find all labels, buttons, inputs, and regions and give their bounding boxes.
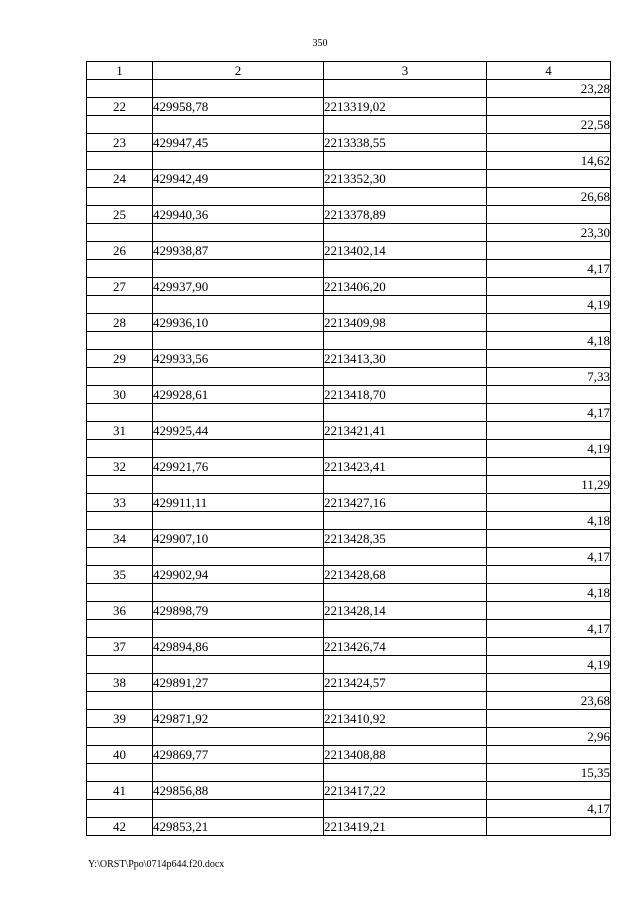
x-coordinate-cell [153,260,324,278]
x-coordinate-cell: 429902,94 [153,566,324,584]
point-number-cell [87,476,153,494]
point-number-cell [87,728,153,746]
x-coordinate-cell [153,188,324,206]
x-coordinate-cell [153,440,324,458]
y-coordinate-cell [324,620,487,638]
x-coordinate-cell: 429937,90 [153,278,324,296]
table-row-distance [87,728,611,746]
point-number-cell [87,80,153,98]
y-coordinate-cell [324,656,487,674]
table-header [87,62,611,80]
x-coordinate-cell: 429907,10 [153,530,324,548]
distance-cell [487,314,611,332]
table-row-distance [87,152,611,170]
y-coordinate-cell: 2213408,88 [324,746,487,764]
table-row-point [87,386,611,404]
point-number-cell: 30 [87,386,153,404]
y-coordinate-cell: 2213409,98 [324,314,487,332]
x-coordinate-cell: 429869,77 [153,746,324,764]
point-number-cell: 31 [87,422,153,440]
table-row-distance [87,584,611,602]
distance-cell [487,494,611,512]
table-row-distance [87,368,611,386]
x-coordinate-cell [153,404,324,422]
distance-cell [487,458,611,476]
table-row-point [87,602,611,620]
point-number-cell [87,620,153,638]
x-coordinate-cell [153,368,324,386]
x-coordinate-cell [153,512,324,530]
y-coordinate-cell: 2213410,92 [324,710,487,728]
y-coordinate-cell [324,728,487,746]
table-row-distance [87,692,611,710]
point-number-cell: 26 [87,242,153,260]
y-coordinate-cell: 2213428,68 [324,566,487,584]
point-number-cell: 32 [87,458,153,476]
x-coordinate-cell: 429853,21 [153,818,324,836]
distance-cell [487,242,611,260]
point-number-cell [87,764,153,782]
y-coordinate-cell: 2213352,30 [324,170,487,188]
y-coordinate-cell [324,188,487,206]
distance-cell [487,350,611,368]
distance-cell [487,818,611,836]
distance-cell: 4,17 [487,800,611,818]
distance-cell: 4,17 [487,620,611,638]
x-coordinate-cell: 429928,61 [153,386,324,404]
x-coordinate-cell [153,728,324,746]
table-row-point [87,350,611,368]
x-coordinate-cell: 429856,88 [153,782,324,800]
point-number-cell: 22 [87,98,153,116]
point-number-cell [87,584,153,602]
y-coordinate-cell [324,368,487,386]
page-number: 350 [312,38,328,49]
table-row-point [87,782,611,800]
y-coordinate-cell: 2213419,21 [324,818,487,836]
x-coordinate-cell: 429936,10 [153,314,324,332]
column-header-4: 4 [487,62,611,80]
y-coordinate-cell [324,116,487,134]
y-coordinate-cell: 2213428,35 [324,530,487,548]
y-coordinate-cell: 2213424,57 [324,674,487,692]
y-coordinate-cell [324,404,487,422]
y-coordinate-cell: 2213418,70 [324,386,487,404]
x-coordinate-cell: 429947,45 [153,134,324,152]
point-number-cell: 34 [87,530,153,548]
table-row-point [87,710,611,728]
x-coordinate-cell [153,116,324,134]
distance-cell: 2,96 [487,728,611,746]
point-number-cell: 28 [87,314,153,332]
y-coordinate-cell: 2213413,30 [324,350,487,368]
table-row-point [87,638,611,656]
point-number-cell: 42 [87,818,153,836]
point-number-cell [87,368,153,386]
point-number-cell: 37 [87,638,153,656]
x-coordinate-cell [153,800,324,818]
point-number-cell: 33 [87,494,153,512]
distance-cell: 4,17 [487,404,611,422]
y-coordinate-cell [324,152,487,170]
x-coordinate-cell: 429894,86 [153,638,324,656]
y-coordinate-cell [324,296,487,314]
distance-cell [487,710,611,728]
distance-cell: 14,62 [487,152,611,170]
table-row-distance [87,764,611,782]
point-number-cell [87,116,153,134]
y-coordinate-cell [324,476,487,494]
table-row-distance [87,656,611,674]
point-number-cell: 41 [87,782,153,800]
point-number-cell: 35 [87,566,153,584]
y-coordinate-cell [324,692,487,710]
point-number-cell [87,440,153,458]
point-number-cell [87,800,153,818]
point-number-cell: 36 [87,602,153,620]
y-coordinate-cell [324,260,487,278]
distance-cell [487,422,611,440]
x-coordinate-cell [153,620,324,638]
table-row-point [87,818,611,836]
distance-cell: 4,19 [487,296,611,314]
point-number-cell [87,656,153,674]
point-number-cell: 23 [87,134,153,152]
table-body [87,80,611,836]
table-row-point [87,746,611,764]
distance-cell: 23,30 [487,224,611,242]
point-number-cell [87,404,153,422]
y-coordinate-cell: 2213428,14 [324,602,487,620]
x-coordinate-cell [153,548,324,566]
y-coordinate-cell [324,440,487,458]
table-row-point [87,314,611,332]
point-number-cell: 40 [87,746,153,764]
distance-cell [487,170,611,188]
point-number-cell [87,692,153,710]
x-coordinate-cell [153,584,324,602]
distance-cell [487,782,611,800]
point-number-cell [87,260,153,278]
point-number-cell [87,512,153,530]
y-coordinate-cell: 2213421,41 [324,422,487,440]
distance-cell [487,602,611,620]
x-coordinate-cell [153,296,324,314]
point-number-cell [87,224,153,242]
table-row-point [87,206,611,224]
y-coordinate-cell: 2213417,22 [324,782,487,800]
y-coordinate-cell [324,512,487,530]
distance-cell: 4,18 [487,332,611,350]
footer-file-path: Y:\ORST\Ppo\0714p644.f20.docx [88,859,225,870]
distance-cell: 4,19 [487,656,611,674]
distance-cell: 4,18 [487,512,611,530]
point-number-cell: 29 [87,350,153,368]
y-coordinate-cell: 2213319,02 [324,98,487,116]
x-coordinate-cell: 429911,11 [153,494,324,512]
y-coordinate-cell: 2213378,89 [324,206,487,224]
y-coordinate-cell: 2213423,41 [324,458,487,476]
table-row-distance [87,188,611,206]
distance-cell: 7,33 [487,368,611,386]
table-row-distance [87,404,611,422]
x-coordinate-cell: 429933,56 [153,350,324,368]
table-row-distance [87,800,611,818]
distance-cell [487,386,611,404]
x-coordinate-cell [153,476,324,494]
distance-cell: 23,68 [487,692,611,710]
table-row-point [87,170,611,188]
table-row-distance [87,260,611,278]
table-row-distance [87,224,611,242]
point-number-cell: 27 [87,278,153,296]
x-coordinate-cell [153,80,324,98]
x-coordinate-cell: 429898,79 [153,602,324,620]
y-coordinate-cell: 2213402,14 [324,242,487,260]
distance-cell: 26,68 [487,188,611,206]
x-coordinate-cell: 429871,92 [153,710,324,728]
column-header-1: 1 [87,62,153,80]
table-row-point [87,494,611,512]
y-coordinate-cell [324,584,487,602]
point-number-cell [87,296,153,314]
x-coordinate-cell: 429938,87 [153,242,324,260]
table-row-distance [87,80,611,98]
distance-cell: 15,35 [487,764,611,782]
y-coordinate-cell [324,224,487,242]
x-coordinate-cell: 429940,36 [153,206,324,224]
y-coordinate-cell [324,332,487,350]
distance-cell: 4,17 [487,548,611,566]
x-coordinate-cell: 429891,27 [153,674,324,692]
column-header-2: 2 [153,62,324,80]
distance-cell [487,566,611,584]
x-coordinate-cell [153,656,324,674]
table-row-point [87,278,611,296]
x-coordinate-cell: 429925,44 [153,422,324,440]
table-row-distance [87,548,611,566]
x-coordinate-cell [153,332,324,350]
distance-cell: 4,18 [487,584,611,602]
distance-cell [487,206,611,224]
x-coordinate-cell: 429921,76 [153,458,324,476]
distance-cell: 23,28 [487,80,611,98]
table-row-distance [87,620,611,638]
point-number-cell: 25 [87,206,153,224]
header-row [87,62,611,80]
table-row-point [87,422,611,440]
y-coordinate-cell [324,80,487,98]
table-row-point [87,242,611,260]
table-row-point [87,458,611,476]
distance-cell [487,134,611,152]
distance-cell: 4,19 [487,440,611,458]
y-coordinate-cell: 2213338,55 [324,134,487,152]
y-coordinate-cell: 2213427,16 [324,494,487,512]
point-number-cell: 38 [87,674,153,692]
y-coordinate-cell [324,800,487,818]
table-row-distance [87,116,611,134]
y-coordinate-cell: 2213406,20 [324,278,487,296]
point-number-cell [87,332,153,350]
point-number-cell: 24 [87,170,153,188]
x-coordinate-cell: 429942,49 [153,170,324,188]
y-coordinate-cell [324,764,487,782]
point-number-cell [87,152,153,170]
table-row-point [87,98,611,116]
table-row-distance [87,332,611,350]
table-row-point [87,674,611,692]
table-row-point [87,134,611,152]
distance-cell [487,530,611,548]
distance-cell [487,746,611,764]
column-header-3: 3 [324,62,487,80]
table-row-point [87,566,611,584]
distance-cell: 11,29 [487,476,611,494]
point-number-cell [87,188,153,206]
distance-cell [487,674,611,692]
distance-cell [487,278,611,296]
distance-cell: 22,58 [487,116,611,134]
x-coordinate-cell [153,224,324,242]
y-coordinate-cell [324,548,487,566]
y-coordinate-cell: 2213426,74 [324,638,487,656]
x-coordinate-cell: 429958,78 [153,98,324,116]
point-number-cell [87,548,153,566]
distance-cell: 4,17 [487,260,611,278]
x-coordinate-cell [153,152,324,170]
x-coordinate-cell [153,692,324,710]
table-row-distance [87,296,611,314]
table-row-point [87,530,611,548]
distance-cell [487,638,611,656]
table-row-distance [87,440,611,458]
x-coordinate-cell [153,764,324,782]
table-row-distance [87,476,611,494]
point-number-cell: 39 [87,710,153,728]
table-row-distance [87,512,611,530]
distance-cell [487,98,611,116]
coordinates-table [86,61,611,836]
